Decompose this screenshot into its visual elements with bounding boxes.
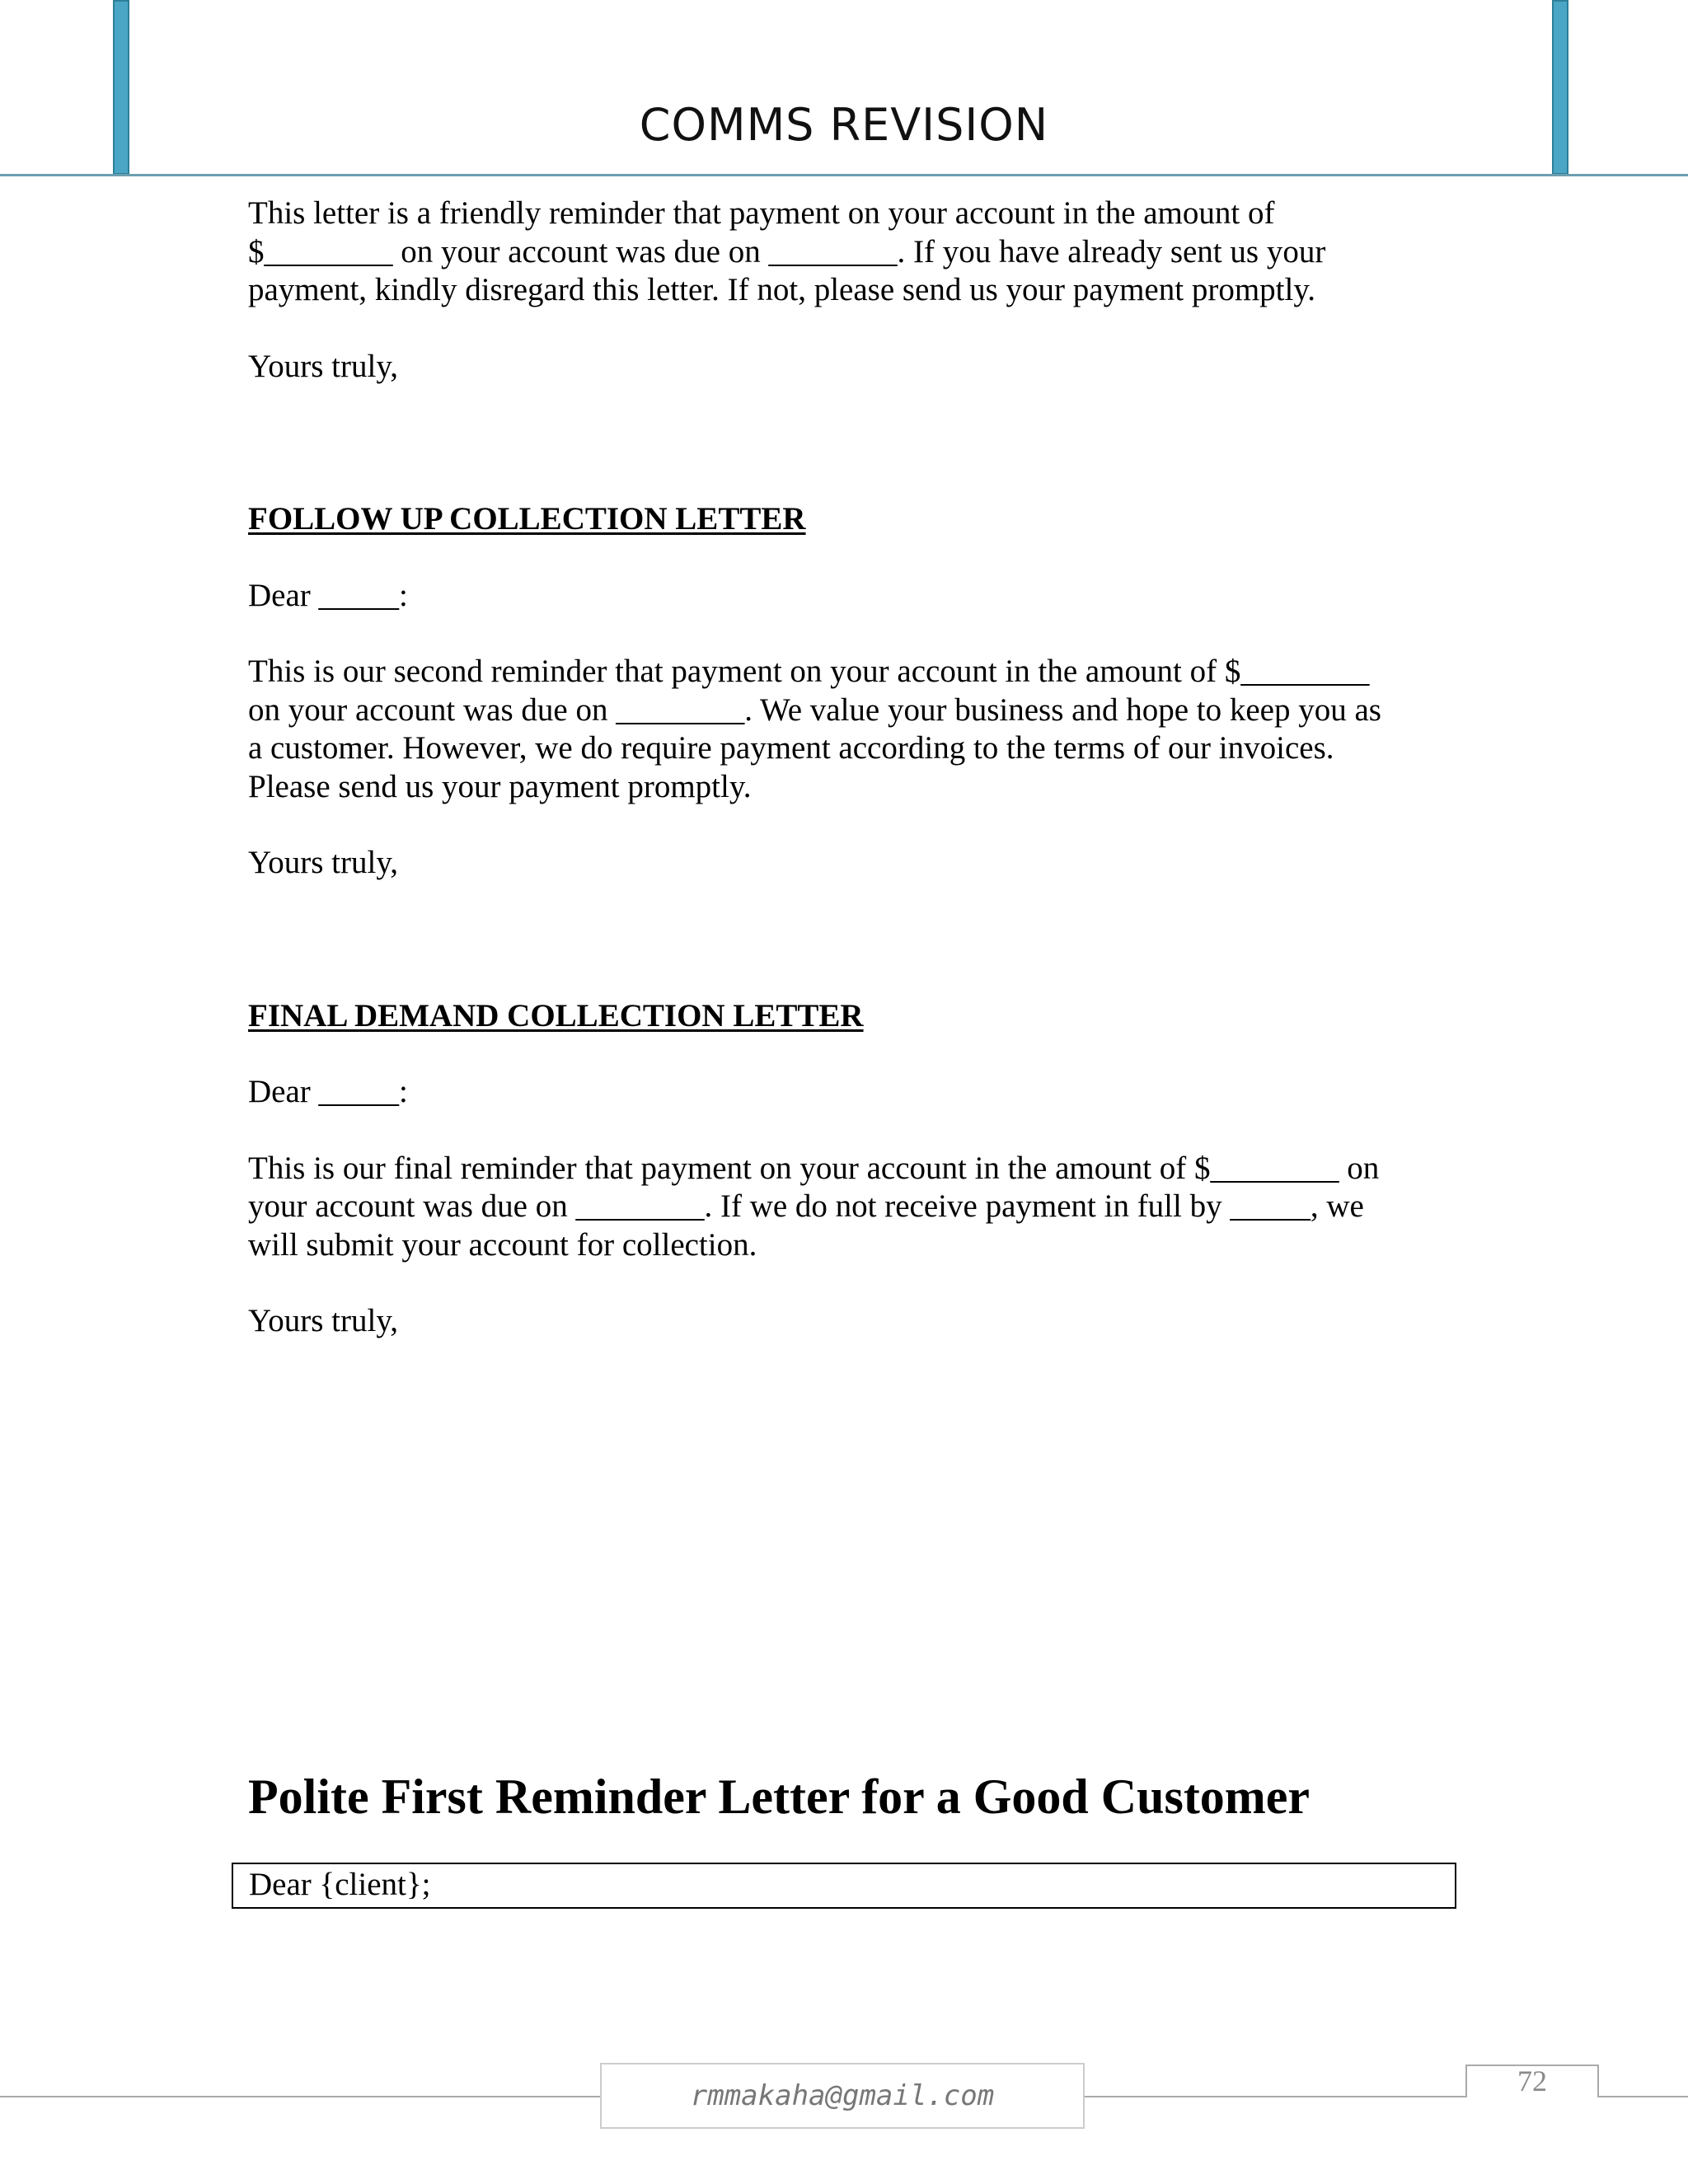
letter1-closing: Yours truly, <box>248 348 399 384</box>
header-divider <box>0 174 1688 176</box>
letter2-closing: Yours truly, <box>248 845 399 880</box>
footer-divider-middle <box>1085 2096 1465 2097</box>
letter2-salutation: Dear _____: <box>248 577 408 613</box>
letter3-heading: FINAL DEMAND COLLECTION LETTER <box>248 997 864 1033</box>
letter1-body: This letter is a friendly reminder that payment on your account in the amount of $________ on your account was due on ________. If you have already sent us your payment, kindly disregard this letter. If not, please send us your payment promptly. <box>248 195 1326 307</box>
page-number: 72 <box>1465 2064 1599 2097</box>
letter3-body: This is our final reminder that payment on your account in the amount of $________ on your account was due on ________. If we do not receive payment in full by _____, we will submit your account for collection. <box>248 1150 1380 1263</box>
letter2-body: This is our second reminder that payment on your account in the amount of $________ on your account was due on ________. We value your business and hope to keep you as a customer. However, we do require payment according to the terms of our invoices. Please send us your payment promptly. <box>248 654 1381 804</box>
document-body <box>248 194 1468 1341</box>
section-title: Polite First Reminder Letter for a Good Customer <box>248 1769 1311 1824</box>
footer-divider-left <box>0 2096 600 2097</box>
letter3-closing: Yours truly, <box>248 1303 399 1338</box>
salutation-box: Dear {client}; <box>232 1863 1456 1909</box>
footer-divider-right <box>1599 2096 1688 2097</box>
letter3-salutation: Dear _____: <box>248 1074 408 1109</box>
footer-email: rmmakaha@gmail.com <box>600 2063 1085 2129</box>
page-title: COMMS REVISION <box>639 99 1049 151</box>
letter2-heading: FOLLOW UP COLLECTION LETTER <box>248 501 806 537</box>
